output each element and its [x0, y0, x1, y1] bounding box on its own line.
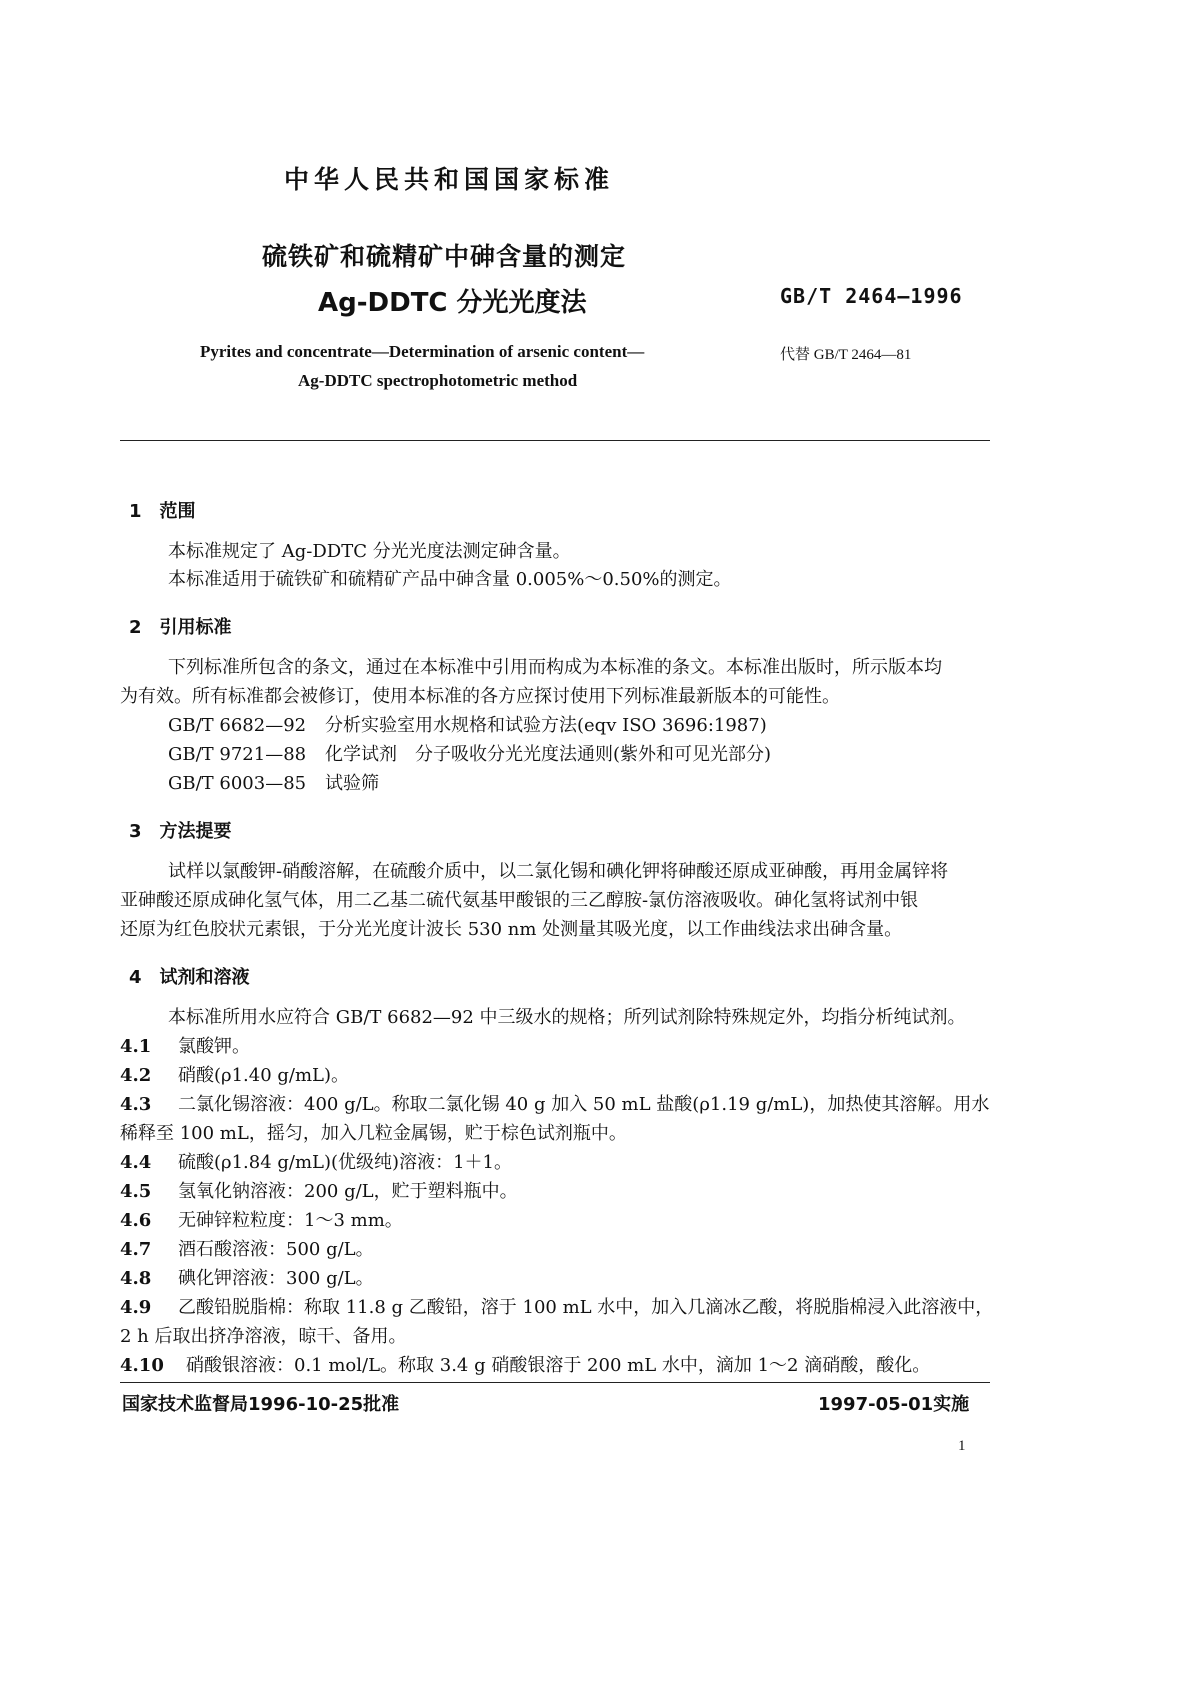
reference-code: GB/T 9721—88	[168, 744, 307, 765]
reference-title: 分析实验室用水规格和试验方法(eqv ISO 3696:1987)	[325, 715, 767, 736]
standard-number: GB/T 2464—1996	[780, 284, 963, 308]
section-4-heading: 4 试剂和溶液	[129, 967, 250, 988]
item-number: 4.3	[120, 1094, 152, 1115]
item-number: 4.8	[120, 1268, 152, 1289]
reference-code: GB/T 6003—85	[168, 773, 307, 794]
item-number: 4.7	[120, 1239, 152, 1260]
effective-date: 1997-05-01实施	[818, 1394, 970, 1415]
item-text: 碘化钾溶液：300 g/L。	[178, 1268, 374, 1289]
section-2-paragraph-line2: 为有效。所有标准都会被修订，使用本标准的各方应探讨使用下列标准最新版本的可能性。	[120, 686, 840, 707]
replaces-note: 代替 GB/T 2464—81	[780, 347, 912, 363]
national-standard-heading: 中华人民共和国国家标准	[284, 165, 615, 194]
item-text: 酒石酸溶液：500 g/L。	[178, 1239, 374, 1260]
reference-title: 试验筛	[325, 773, 379, 794]
item-text: 无砷锌粒粒度：1～3 mm。	[178, 1210, 403, 1231]
item-text: 氢氧化钠溶液：200 g/L，贮于塑料瓶中。	[178, 1181, 518, 1202]
section-3-line3: 还原为红色胶状元素银，于分光光度计波长 530 nm 处测量其吸光度，以工作曲线法求出砷含量。	[120, 919, 903, 940]
item-number: 4.9	[120, 1297, 152, 1318]
section-3-line2: 亚砷酸还原成砷化氢气体，用二乙基二硫代氨基甲酸银的三乙醇胺-氯仿溶液吸收。砷化氢将试剂中银	[120, 890, 919, 911]
section-2-heading: 2 引用标准	[129, 617, 232, 638]
section-2-paragraph-line1: 下列标准所包含的条文，通过在本标准中引用而构成为本标准的条文。本标准出版时，所示版本均	[168, 657, 942, 678]
page-number: 1	[958, 1438, 966, 1454]
section-3-line1: 试样以氯酸钾-硝酸溶解，在硫酸介质中，以二氯化锡和碘化钾将砷酸还原成亚砷酸，再用金属锌将	[168, 861, 949, 882]
item-text: 二氯化锡溶液：400 g/L。称取二氯化锡 40 g 加入 50 mL 盐酸(ρ1.19 g/mL)，加热使其溶解。用水	[178, 1094, 990, 1115]
item-number: 4.6	[120, 1210, 152, 1231]
item-number: 4.10	[120, 1355, 164, 1376]
approval-date: 国家技术监督局1996-10-25批准	[122, 1394, 400, 1415]
header-divider	[120, 440, 990, 441]
item-text: 乙酸铅脱脂棉：称取 11.8 g 乙酸铅，溶于 100 mL 水中，加入几滴冰乙酸，将脱脂棉浸入此溶液中，	[178, 1297, 994, 1318]
footer-divider	[120, 1382, 990, 1383]
item-number: 4.5	[120, 1181, 152, 1202]
section-3-heading: 3 方法提要	[129, 821, 232, 842]
item-text: 硝酸(ρ1.40 g/mL)。	[178, 1065, 350, 1086]
title-zh-line1: 硫铁矿和硫精矿中砷含量的测定	[262, 242, 627, 271]
item-number: 4.4	[120, 1152, 152, 1173]
section-1-heading: 1 范围	[129, 501, 196, 522]
reference-code: GB/T 6682—92	[168, 715, 307, 736]
item-text: 氯酸钾。	[178, 1036, 250, 1057]
section-1-paragraph-1: 本标准规定了 Ag-DDTC 分光光度法测定砷含量。	[168, 541, 571, 562]
item-continuation: 2 h 后取出挤净溶液，晾干、备用。	[120, 1326, 407, 1347]
section-1-paragraph-2: 本标准适用于硫铁矿和硫精矿产品中砷含量 0.005%～0.50%的测定。	[168, 569, 732, 590]
section-4-intro: 本标准所用水应符合 GB/T 6682—92 中三级水的规格；所列试剂除特殊规定外，均指分析纯试剂。	[168, 1007, 966, 1028]
item-text: 硝酸银溶液：0.1 mol/L。称取 3.4 g 硝酸银溶于 200 mL 水中，滴加 1～2 滴硝酸，酸化。	[186, 1355, 931, 1376]
reference-title: 化学试剂 分子吸收分光光度法通则(紫外和可见光部分)	[325, 744, 772, 765]
title-zh-line2: Ag-DDTC 分光光度法	[318, 288, 587, 318]
item-number: 4.1	[120, 1036, 152, 1057]
item-number: 4.2	[120, 1065, 152, 1086]
item-text: 硫酸(ρ1.84 g/mL)(优级纯)溶液：1＋1。	[178, 1152, 512, 1173]
title-en-line2: Ag-DDTC spectrophotometric method	[298, 371, 578, 390]
title-en-line1: Pyrites and concentrate—Determination of arsenic content—	[200, 342, 645, 361]
item-continuation: 稀释至 100 mL，摇匀，加入几粒金属锡，贮于棕色试剂瓶中。	[120, 1123, 627, 1144]
